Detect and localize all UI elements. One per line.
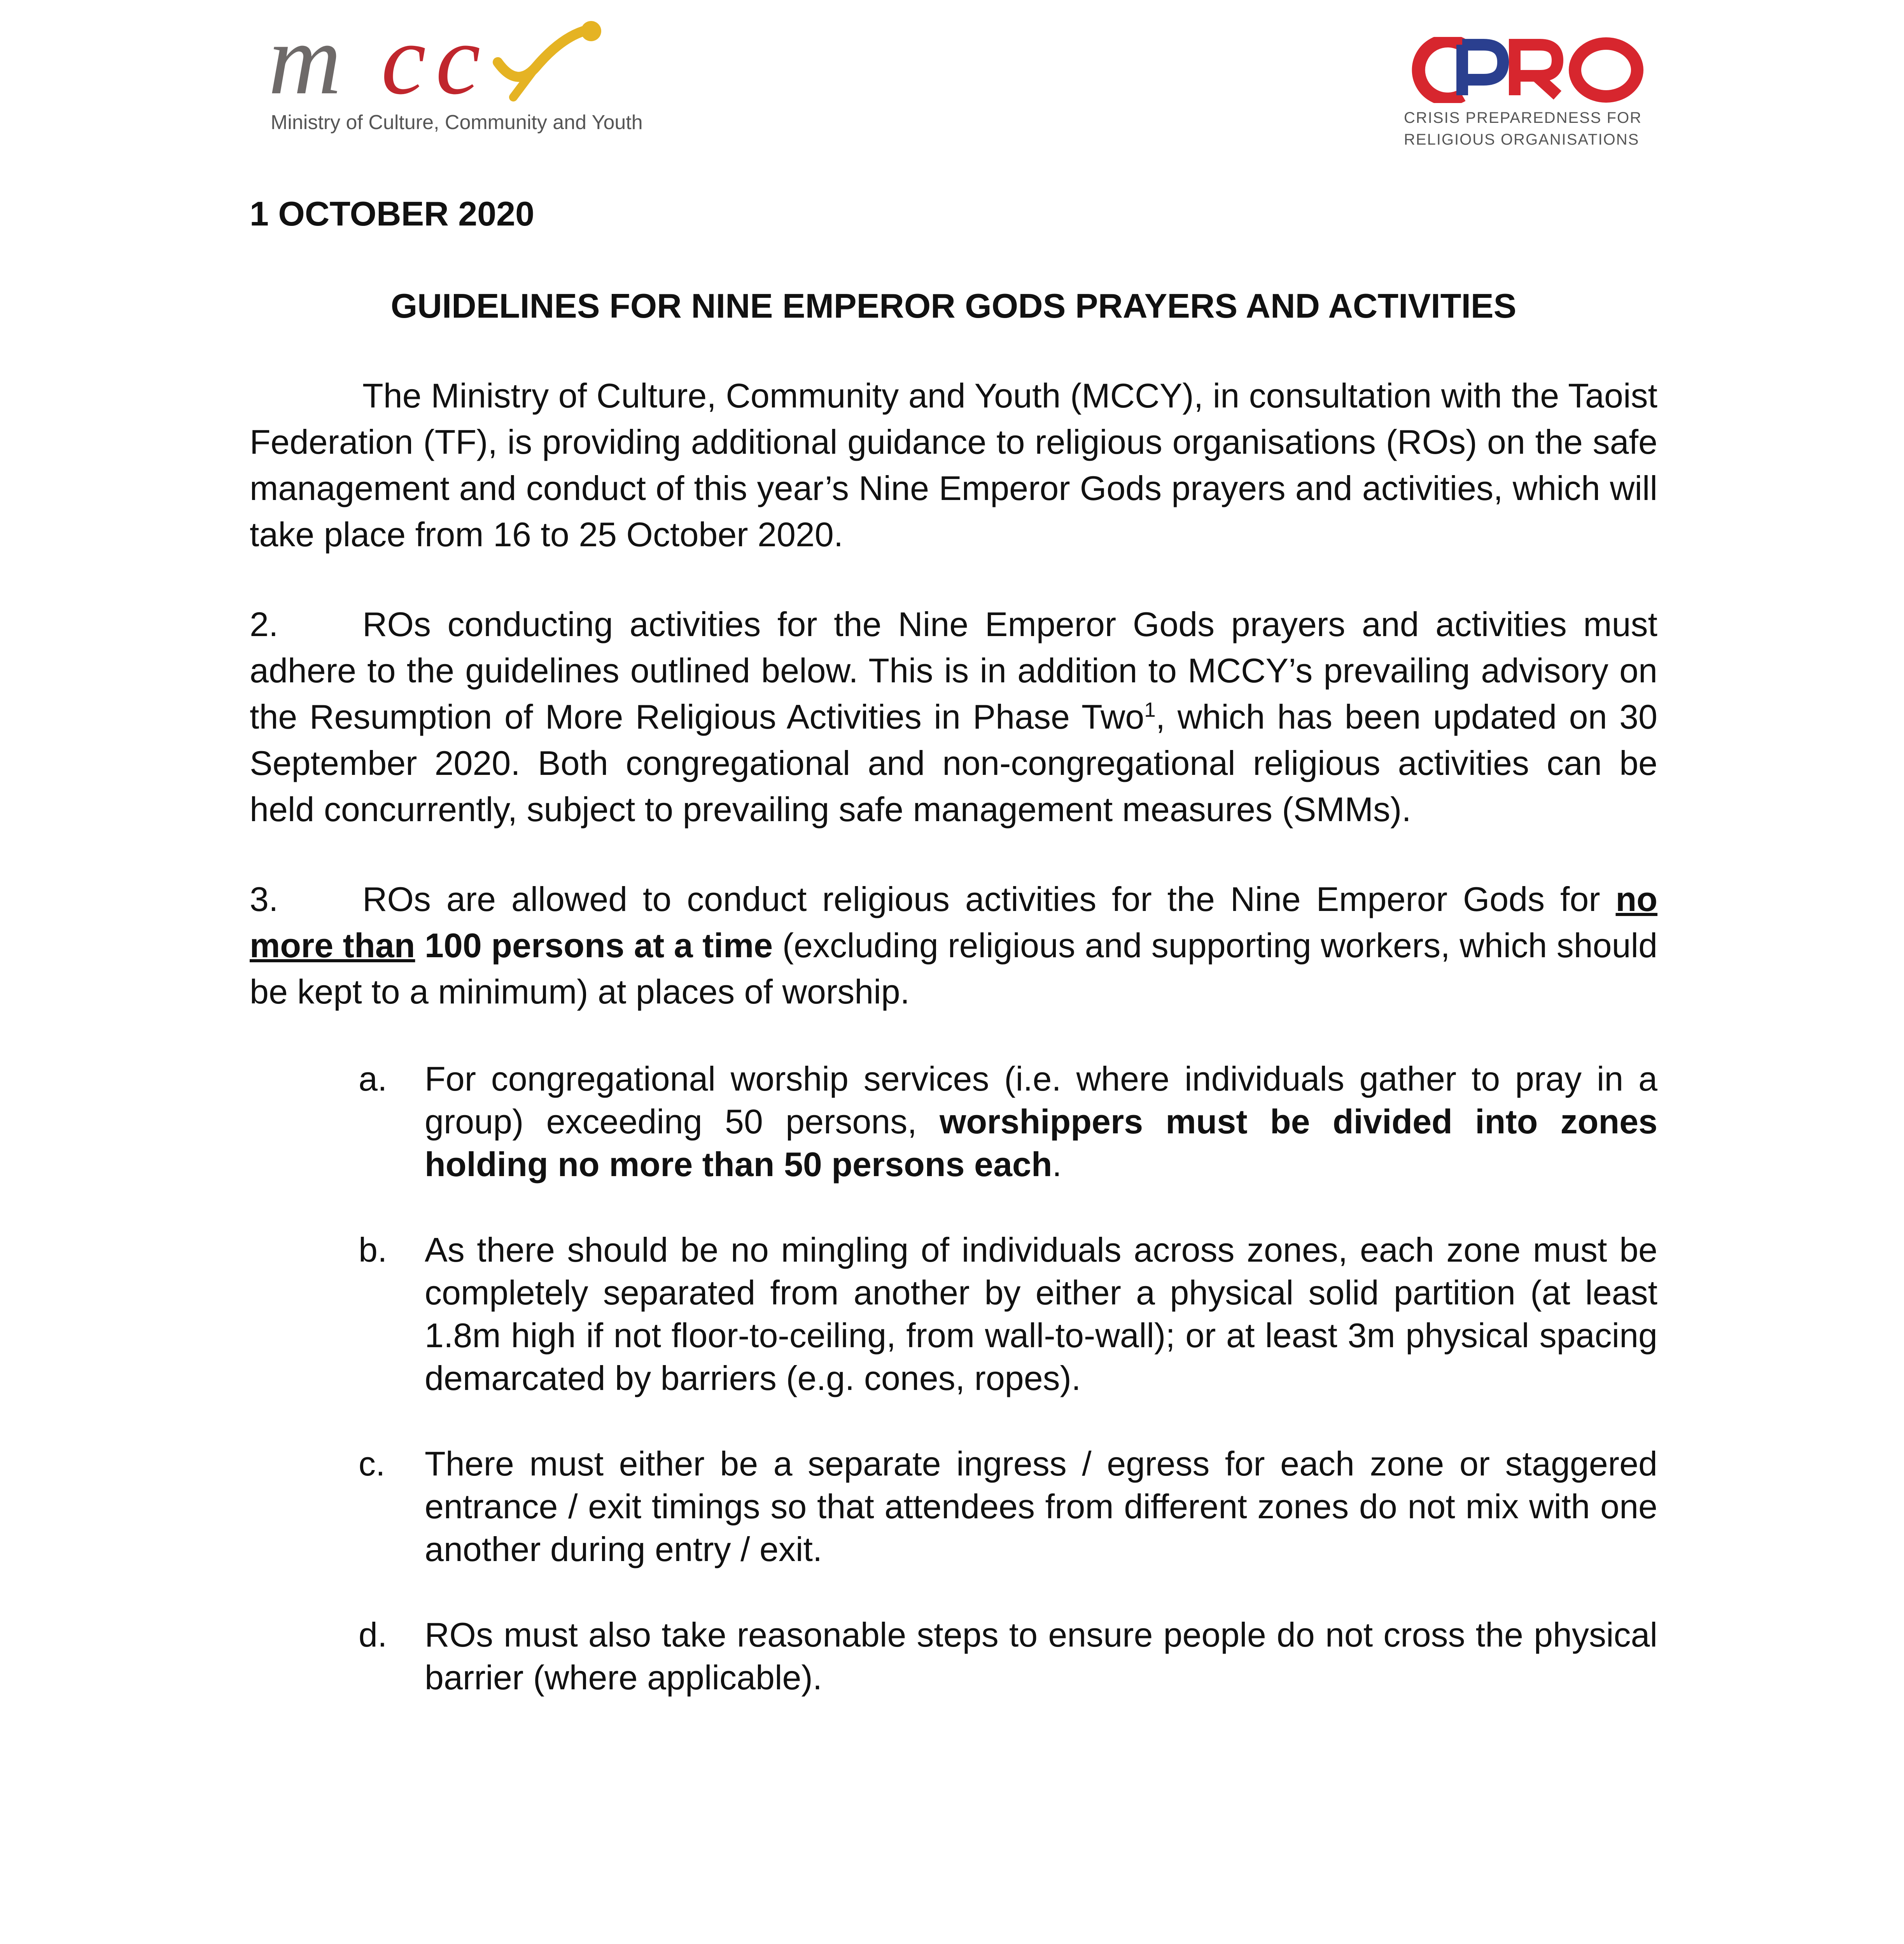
cpro-caption-line2: RELIGIOUS ORGANISATIONS: [1404, 131, 1640, 148]
document-header: [0, 0, 1904, 163]
guideline-item-d: [359, 1614, 1657, 1699]
guideline-item-text: ROs must also take reasonable steps to ensure people do not cross the physical barrier (where applicable).: [425, 1615, 1657, 1697]
mccy-letter-m: m: [268, 16, 341, 109]
cpro-caption-line1: CRISIS PREPAREDNESS FOR: [1404, 109, 1642, 126]
paragraph-3-number: 3.: [250, 880, 278, 918]
mccy-caption: Ministry of Culture, Community and Youth: [271, 111, 643, 134]
paragraph-3-text-a: ROs are allowed to conduct religious activities for the Nine Emperor Gods for: [362, 880, 1600, 918]
guideline-item-c: [359, 1442, 1657, 1571]
paragraph-2-number: 2.: [250, 605, 278, 643]
mccy-figure-head: [581, 21, 601, 41]
footnote-reference: 1: [1144, 698, 1156, 722]
guideline-item-text: As there should be no mingling of individuals across zones, each zone must be completely separated from another by either a physical solid partition (at least 1.8m high if not floor-to-ceiling, from wall-to-wall); or at least 3m physical spacing demarcated by barriers (e.g. cones, ropes).: [425, 1231, 1657, 1397]
guideline-item-a: [359, 1058, 1658, 1186]
guideline-list: [359, 1058, 1658, 1699]
paragraph-2: [250, 601, 1657, 832]
mccy-letter-c2: c: [436, 16, 481, 109]
paragraph-3-bold: 100 persons at a time: [424, 926, 773, 965]
guideline-item-text: There must either be a separate ingress / egress for each zone or staggered entrance / exit timings so that attendees from different zones do not mix with one another during entry / exit.: [425, 1444, 1657, 1568]
paragraph-3-text-b: (excluding religious and supporting workers, which should be kept to a minimum) at places of worship.: [250, 926, 1658, 1011]
guideline-item-text: For congregational worship services (i.e. where individuals gather to pray in a group) exceeding 50 persons,: [425, 1059, 1657, 1141]
document-title: GUIDELINES FOR NINE EMPEROR GODS PRAYERS AND ACTIVITIES: [390, 287, 1517, 325]
paragraph-3-underline: no more than: [250, 880, 1658, 965]
cpro-letter-r: [1515, 45, 1558, 95]
intro-paragraph: [250, 372, 1657, 558]
intro-text: The Ministry of Culture, Community and Youth (MCCY), in consultation with the Taoist Federation (TF), is providing additional guidance to religious organisations (ROs) on the safe management and conduct of this year’s Nine Emperor Gods prayers and activities, which will take place from 16 to 25 October 2020.: [250, 376, 1657, 554]
paragraph-2-text-b: , which has been updated on 30 September 2020. Both congregational and non-congregational religious activities can be held concurrently, subject to prevailing safe management measures (SMMs).: [250, 698, 1658, 829]
cpro-logo: [1404, 37, 1661, 154]
guideline-item-letter: d.: [359, 1615, 387, 1654]
cpro-letter-o: [1575, 44, 1637, 96]
guideline-item-text-end: .: [1052, 1145, 1062, 1184]
mccy-logo-mark: [264, 16, 653, 109]
document-body: [250, 191, 1657, 1742]
cpro-caption: [1404, 107, 1642, 150]
paragraph-3: [250, 876, 1657, 1015]
guideline-item-letter: b.: [359, 1231, 387, 1269]
guideline-item-bold: worshippers must be divided into zones holding no more than 50 persons each: [425, 1102, 1658, 1184]
document-date: 1 OCTOBER 2020: [250, 194, 535, 233]
cpro-letter-c: [1419, 41, 1462, 99]
guideline-item-letter: c.: [359, 1444, 385, 1483]
guideline-item-b: [359, 1229, 1657, 1400]
mccy-figure-swoosh: [498, 31, 583, 77]
cpro-letter-p: [1462, 45, 1503, 95]
guideline-item-letter: a.: [359, 1059, 387, 1098]
paragraph-2-text-a: ROs conducting activities for the Nine Emperor Gods prayers and activities must adhere to the guidelines outlined below. This is in addition to MCCY’s prevailing advisory on the Resumption of More Religious Activities in Phase Two: [250, 605, 1657, 736]
cpro-logo-mark: [1404, 37, 1661, 103]
mccy-logo: [264, 16, 653, 144]
mccy-letter-c1: c: [381, 16, 426, 109]
